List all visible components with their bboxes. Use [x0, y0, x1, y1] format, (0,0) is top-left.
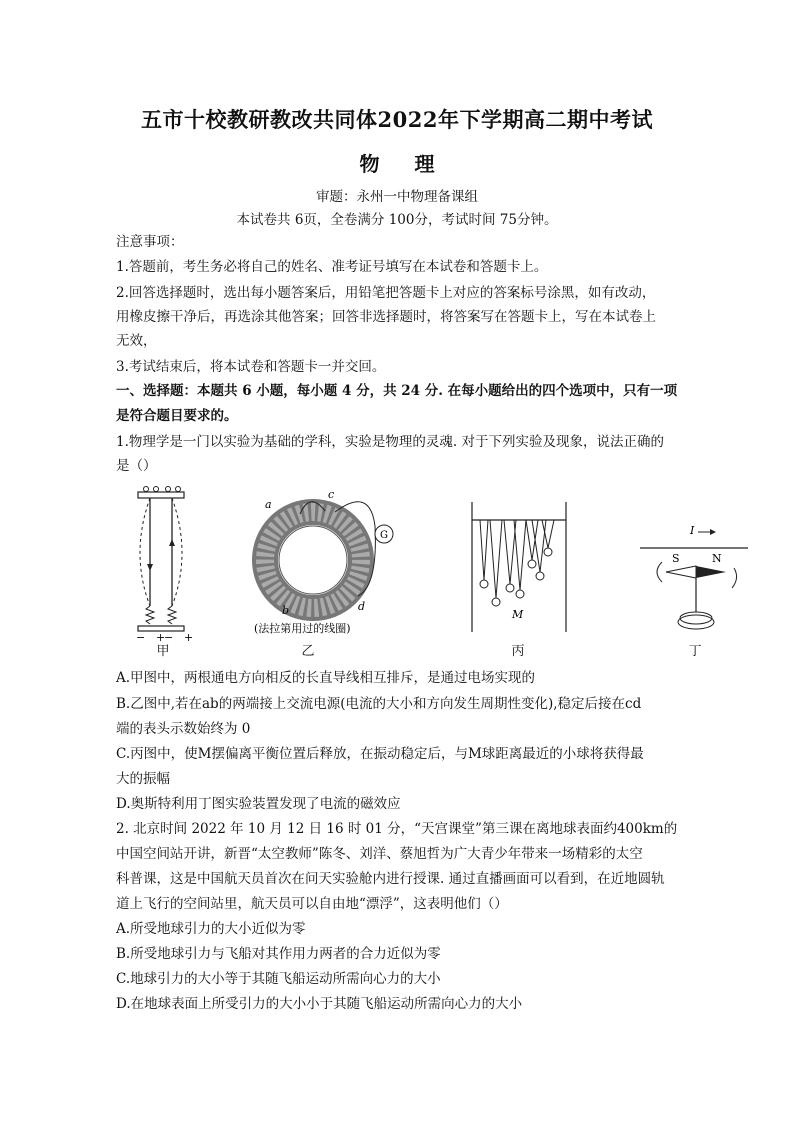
q2-option-a: A.所受地球引力的大小近似为零: [116, 921, 306, 937]
section-heading-line-1: 一、选择题：本题共 6 小题，每小题 4 分，共 24 分. 在每小题给出的四个选项中，只有一项: [116, 383, 678, 399]
note-2-line-3: 无效，: [116, 333, 157, 349]
yi-label-d: d: [358, 600, 366, 613]
q2-option-b: B.所受地球引力与飞船对其作用力两者的合力近似为零: [116, 946, 441, 962]
figure-yi-caption: 乙: [301, 644, 315, 659]
yi-note: (法拉第用过的线圈): [254, 622, 351, 635]
exam-info-line: 本试卷共 6页，全卷满分 100分，考试时间 75分钟。: [236, 212, 558, 228]
note-1: 1.答题前，考生务必将自己的姓名、准考证号填写在本试卷和答题卡上。: [116, 259, 548, 275]
q2-stem-line-4: 道上飞行的空间站里，航天员可以自由地“漂浮”，这表明他们（）: [116, 896, 508, 912]
figure-jia-parallel-wires: [128, 484, 198, 644]
figure-jia-caption: 甲: [156, 644, 170, 659]
ding-label-I: I: [690, 524, 695, 537]
exam-title: 五市十校教研教改共同体2022年下学期高二期中考试: [141, 107, 653, 132]
jia-sign-3: −: [164, 631, 174, 644]
yi-label-G: G: [380, 530, 388, 541]
figure-ding-oersted: [636, 518, 756, 638]
q1-option-d: D.奥斯特利用丁图实验装置发现了电流的磁效应: [116, 796, 401, 812]
note-3: 3.考试结束后，将本试卷和答题卡一并交回。: [116, 359, 386, 375]
q1-option-a: A.甲图中，两根通电方向相反的长直导线相互排斥，是通过电场实现的: [116, 670, 536, 686]
q1-option-b-line-2: 端的表头示数始终为 0: [116, 721, 251, 737]
note-2-line-1: 2.回答选择题时，选出每小题答案后，用铅笔把答题卡上对应的答案标号涂黑，如有改动，: [116, 285, 656, 301]
section-heading-line-2: 是符合题目要求的。: [116, 408, 238, 424]
yi-label-a: a: [265, 498, 272, 511]
jia-sign-1: −: [136, 631, 146, 644]
figure-bing-caption: 丙: [511, 644, 525, 659]
ding-label-S: S: [672, 552, 680, 565]
q1-option-b-line-1: B.乙图中,若在ab的两端接上交流电源(电流的大小和方向发生周期性变化),稳定后接在cd: [116, 696, 642, 712]
ding-label-N: N: [712, 552, 722, 565]
subject-title: 物 理: [359, 152, 449, 176]
q1-option-c-line-1: C.丙图中，使M摆偏离平衡位置后释放，在振动稳定后，与M球距离最近的小球将获得最: [116, 746, 644, 762]
reviewer-line: 审题：永州一中物理备课组: [316, 189, 478, 205]
q2-option-c: C.地球引力的大小等于其随飞船运动所需向心力的大小: [116, 971, 441, 987]
q1-stem-line-2: 是（）: [116, 458, 157, 474]
figure-bing-pendulums: [470, 502, 570, 642]
note-2-line-2: 用橡皮擦干净后，再选涂其他答案；回答非选择题时，将答案写在答题卡上，写在本试卷上: [116, 309, 656, 325]
q1-stem-line-1: 1.物理学是一门以实验为基础的学科，实验是物理的灵魂. 对于下列实验及现象，说法正确的: [116, 434, 664, 450]
q1-option-c-line-2: 大的振幅: [116, 771, 170, 787]
jia-sign-4: +: [184, 631, 194, 644]
figure-yi-faraday-ring: [250, 486, 400, 636]
bing-label-M: M: [512, 608, 524, 621]
q2-stem-line-1: 2. 北京时间 2022 年 10 月 12 日 16 时 01 分，“天宫课堂”第三课在离地球表面约400km的: [116, 821, 678, 837]
yi-label-b: b: [282, 604, 290, 617]
q2-option-d: D.在地球表面上所受引力的大小小于其随飞船运动所需向心力的大小: [116, 996, 523, 1012]
q2-stem-line-2: 中国空间站开讲，新晋“太空教师”陈冬、刘洋、蔡旭哲为广大青少年带来一场精彩的太空: [116, 846, 643, 862]
q2-stem-line-3: 科普课，这是中国航天员首次在问天实验舱内进行授课. 通过直播画面可以看到，在近地圆轨: [116, 871, 665, 887]
yi-label-c: c: [328, 488, 335, 501]
q1-figures: [100, 478, 760, 658]
jia-sign-2: +: [156, 631, 166, 644]
figure-ding-caption: 丁: [688, 644, 702, 659]
notes-heading: 注意事项：: [116, 234, 184, 250]
